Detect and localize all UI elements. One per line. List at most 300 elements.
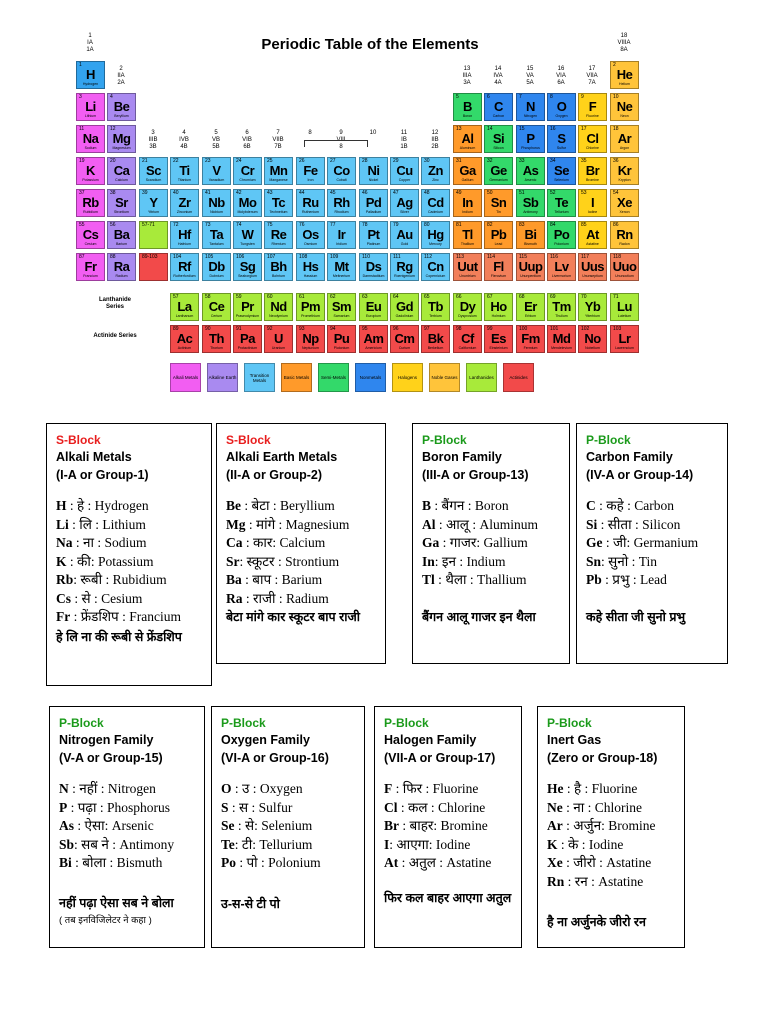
- atomic-number: 66: [456, 294, 462, 300]
- element-symbol: Cm: [394, 331, 415, 346]
- atomic-number: 86: [613, 222, 619, 228]
- element-symbol: Zr: [178, 195, 191, 210]
- element-entry: [221, 854, 321, 873]
- atomic-number: 117: [581, 254, 589, 260]
- element-cell: [453, 325, 482, 353]
- element-symbol: Ir: [337, 227, 346, 242]
- atomic-number: 87: [79, 254, 85, 260]
- group-label: 6 VIB 6B: [242, 130, 252, 150]
- element-entry: [547, 799, 655, 818]
- element-cell: [359, 157, 388, 185]
- element-symbol: Cd: [427, 195, 444, 210]
- element-symbol: Ga: [459, 163, 476, 178]
- element-name: Berkelium: [427, 346, 444, 350]
- element-symbol: Hs: [302, 259, 319, 274]
- atomic-number: 89: [173, 326, 179, 332]
- element-symbol: Fl: [493, 259, 504, 274]
- element-symbol: Ta: [209, 227, 224, 242]
- element-entry: [422, 534, 538, 553]
- element-entry: [56, 590, 181, 609]
- atomic-number: 60: [267, 294, 273, 300]
- group-viii-bracket: [304, 140, 368, 147]
- element-cell: [139, 221, 168, 249]
- family-name: Carbon Family: [586, 450, 673, 464]
- atomic-number: 116: [550, 254, 558, 260]
- block-label: S-Block: [56, 433, 101, 447]
- legend-item: Transition Metals: [244, 363, 275, 392]
- element-cell: [547, 253, 576, 281]
- atomic-number: 74: [236, 222, 242, 228]
- family-name: Alkali Earth Metals: [226, 450, 338, 464]
- element-cell: [484, 325, 513, 353]
- element-symbol: Si: [586, 516, 598, 532]
- element-cell: [484, 221, 513, 249]
- mnemonic-sentence: उ-स-से टी पो: [221, 897, 280, 911]
- atomic-number: 72: [173, 222, 179, 228]
- atomic-number: 79: [393, 222, 399, 228]
- element-name: Gallium: [461, 178, 474, 182]
- element-cell: [421, 253, 450, 281]
- element-name: Gadolinium: [395, 314, 414, 318]
- element-cell: [421, 189, 450, 217]
- element-mnemonic-and-name: : टी: Tellurium: [234, 836, 313, 852]
- element-cell: [170, 293, 199, 321]
- element-cell: [202, 189, 231, 217]
- element-cell: [610, 93, 639, 121]
- element-symbol: As: [522, 163, 539, 178]
- atomic-number: 73: [205, 222, 211, 228]
- atomic-number: 59: [236, 294, 242, 300]
- element-mnemonic-and-name: : सुनो : Tin: [601, 553, 658, 569]
- atomic-number: 92: [267, 326, 273, 332]
- element-name: Lanthanum: [175, 314, 194, 318]
- element-symbol: Mn: [269, 163, 288, 178]
- element-cell: [202, 293, 231, 321]
- family-name: Halogen Family: [384, 733, 477, 747]
- element-name: Praseodymium: [235, 314, 260, 318]
- atomic-number: 53: [581, 190, 587, 196]
- element-symbol: No: [584, 331, 601, 346]
- element-symbol: Sb: [522, 195, 539, 210]
- element-entry: [221, 836, 321, 855]
- element-cell: [359, 325, 388, 353]
- element-name: Chromium: [239, 178, 256, 182]
- element-mnemonic-and-name: : बाप : Barium: [241, 572, 323, 587]
- atomic-number: 107: [267, 254, 276, 260]
- element-name: Promethium: [301, 314, 320, 318]
- family-name: Inert Gas: [547, 733, 602, 747]
- element-symbol: Pr: [241, 299, 254, 314]
- element-cell: [327, 253, 356, 281]
- element-symbol: Be: [113, 99, 130, 114]
- atomic-number: 12: [110, 126, 116, 132]
- element-cell: [76, 221, 105, 249]
- element-symbol: Ge: [490, 163, 507, 178]
- element-mnemonic-and-name: : अर्जुन: Bromine: [562, 818, 656, 833]
- atomic-number: 45: [330, 190, 336, 196]
- element-symbol: Pa: [240, 331, 255, 346]
- element-symbol: Cs: [56, 590, 72, 606]
- atomic-number: 3: [79, 94, 82, 100]
- element-symbol: Uus: [580, 259, 605, 274]
- element-name: Zirconium: [176, 210, 193, 214]
- family-name: Nitrogen Family: [59, 733, 154, 747]
- element-name: Polonium: [554, 242, 569, 246]
- element-symbol: Sg: [239, 259, 256, 274]
- element-symbol: Ti: [179, 163, 190, 178]
- element-name: Yttrium: [147, 210, 160, 214]
- element-cell: [202, 325, 231, 353]
- element-symbol: Mg: [226, 516, 246, 532]
- group-label: 7 VIIB 7B: [272, 130, 284, 150]
- legend-item: Noble Gases: [429, 363, 460, 392]
- element-symbol: Tb: [428, 299, 443, 314]
- element-symbol: Cl: [384, 799, 398, 815]
- element-symbol: Yb: [584, 299, 601, 314]
- element-symbol: Te: [221, 836, 235, 852]
- family-group: (I-A or Group-1): [56, 468, 149, 482]
- atomic-number: 94: [330, 326, 336, 332]
- element-entry: [422, 516, 538, 535]
- element-name: Astatine: [586, 242, 599, 246]
- element-symbol: Uup: [518, 259, 543, 274]
- element-name: Silver: [400, 210, 409, 214]
- element-symbol: Tl: [422, 572, 435, 587]
- element-symbol: S: [557, 131, 566, 146]
- element-name: Radon: [619, 242, 630, 246]
- element-symbol: Ar: [617, 131, 632, 146]
- element-cell: [264, 325, 293, 353]
- element-name: Phosphorus: [521, 146, 540, 150]
- element-name: Darmstadtium: [362, 274, 385, 278]
- element-name: Flerovium: [490, 274, 507, 278]
- element-symbol: K: [547, 836, 558, 852]
- element-entry: [226, 534, 349, 553]
- element-cell: [170, 253, 199, 281]
- element-entry: [586, 516, 698, 535]
- element-symbol: Se: [554, 163, 569, 178]
- element-symbol: Br: [585, 163, 600, 178]
- atomic-number: 62: [330, 294, 336, 300]
- element-symbol: Fm: [521, 331, 540, 346]
- element-entry: [547, 854, 655, 873]
- element-symbol: I: [590, 195, 595, 210]
- element-entry: [56, 608, 181, 627]
- element-mnemonic-and-name: : सब ने : Antimony: [74, 836, 175, 852]
- element-name: Cobalt: [336, 178, 347, 182]
- element-name: Radium: [115, 274, 128, 278]
- element-cell: [453, 293, 482, 321]
- element-symbol: Rn: [547, 873, 565, 889]
- atomic-number: 20: [110, 158, 116, 164]
- element-mnemonic-and-name: : कल : Chlorine: [397, 799, 486, 815]
- atomic-number: 22: [173, 158, 179, 164]
- atomic-number: 26: [299, 158, 305, 164]
- element-cell: [202, 253, 231, 281]
- atomic-number: 18: [613, 126, 619, 132]
- atomic-number: 63: [362, 294, 368, 300]
- element-symbol: As: [59, 818, 75, 833]
- element-name: Tungsten: [240, 242, 255, 246]
- element-entry: [221, 799, 321, 818]
- element-name: Dubnium: [209, 274, 224, 278]
- element-name: Osmium: [303, 242, 318, 246]
- element-name: Terbium: [429, 314, 442, 318]
- element-cell: [547, 93, 576, 121]
- legend-item: Semi-Metals: [318, 363, 349, 392]
- element-name: Fluorine: [586, 114, 599, 118]
- element-cell: [421, 325, 450, 353]
- element-cell: [233, 189, 262, 217]
- element-name: Arsenic: [524, 178, 537, 182]
- element-cell: [233, 253, 262, 281]
- element-name: Gold: [400, 242, 409, 246]
- element-name: Europium: [366, 314, 381, 318]
- element-symbol: Cs: [82, 227, 99, 242]
- atomic-number: 5: [456, 94, 459, 100]
- atomic-number: 104: [173, 254, 182, 260]
- atomic-number: 44: [299, 190, 305, 196]
- atomic-number: 67: [487, 294, 493, 300]
- atomic-number: 27: [330, 158, 336, 164]
- mnemonic-sentence: नहीं पढ़ा ऐसा सब ने बोला: [59, 896, 174, 910]
- element-symbol: Cu: [396, 163, 413, 178]
- atomic-number: 75: [267, 222, 273, 228]
- element-name: Scandium: [145, 178, 162, 182]
- element-symbol: Y: [149, 195, 158, 210]
- element-cell: [296, 325, 325, 353]
- element-name: Neptunium: [302, 346, 319, 350]
- atomic-number: 55: [79, 222, 85, 228]
- element-cell: [484, 157, 513, 185]
- element-entry: [586, 497, 698, 516]
- element-mnemonic-and-name: : से : Cesium: [71, 590, 143, 606]
- element-symbol: N: [526, 99, 535, 114]
- group-label: 10: [369, 130, 377, 136]
- element-cell: [390, 189, 419, 217]
- element-name: Ununoctium: [615, 274, 634, 278]
- atomic-number: 118: [613, 254, 621, 260]
- element-symbol: Ba: [113, 227, 130, 242]
- atomic-number: 46: [362, 190, 368, 196]
- element-entry: [226, 497, 349, 516]
- element-symbol: Md: [552, 331, 571, 346]
- element-cell: [390, 157, 419, 185]
- element-symbol: Li: [85, 99, 96, 114]
- family-card: [216, 423, 386, 664]
- atomic-number: 47: [393, 190, 399, 196]
- atomic-number: 23: [205, 158, 211, 164]
- element-entry: [384, 780, 491, 799]
- element-symbol: Bi: [524, 227, 537, 242]
- element-symbol: Cn: [427, 259, 444, 274]
- element-mnemonic-and-name: : बैंगन : Boron: [431, 498, 509, 513]
- element-entry: [226, 516, 349, 535]
- element-symbol: Rg: [396, 259, 413, 274]
- atomic-number: 34: [550, 158, 556, 164]
- element-cell: [233, 157, 262, 185]
- element-cell: [107, 253, 136, 281]
- atomic-number: 58: [205, 294, 211, 300]
- atomic-number: 113: [456, 254, 464, 260]
- atomic-number: 108: [299, 254, 308, 260]
- element-symbol: C: [586, 498, 596, 513]
- element-symbol: Db: [208, 259, 225, 274]
- element-entry: [226, 571, 349, 590]
- element-name: Sodium: [84, 146, 97, 150]
- element-mnemonic-and-name: : पढ़ा : Phosphorus: [67, 799, 171, 815]
- element-cell: [547, 157, 576, 185]
- element-symbol: Xe: [547, 855, 563, 870]
- atomic-number: 57-71: [142, 222, 155, 228]
- family-name: Alkali Metals: [56, 450, 132, 464]
- element-name: Iron: [307, 178, 314, 182]
- element-entry: [422, 571, 538, 590]
- element-name: Lutetium: [617, 314, 632, 318]
- element-symbol: K: [86, 163, 95, 178]
- group-label: 18 VIIIA 8A: [617, 33, 631, 53]
- atomic-number: 70: [581, 294, 587, 300]
- element-symbol: Tl: [462, 227, 473, 242]
- atomic-number: 4: [110, 94, 113, 100]
- block-label: P-Block: [422, 433, 467, 447]
- element-cell: [578, 253, 607, 281]
- element-name: Thulium: [555, 314, 568, 318]
- atomic-number: 49: [456, 190, 462, 196]
- element-name: Potassium: [82, 178, 99, 182]
- element-entry: [59, 817, 174, 836]
- element-name: Erbium: [524, 314, 537, 318]
- atomic-number: 85: [581, 222, 587, 228]
- family-name: Boron Family: [422, 450, 502, 464]
- element-cell: [170, 189, 199, 217]
- family-name: Oxygen Family: [221, 733, 310, 747]
- atomic-number: 81: [456, 222, 462, 228]
- element-symbol: Pb: [586, 572, 602, 587]
- element-cell: [233, 325, 262, 353]
- element-symbol: Po: [553, 227, 570, 242]
- family-card: [576, 423, 728, 664]
- atomic-number: 35: [581, 158, 587, 164]
- atomic-number: 90: [205, 326, 211, 332]
- element-symbol: Ni: [367, 163, 380, 178]
- mnemonic-sentence: बेटा मांगे कार स्कूटर बाप राजी: [226, 610, 360, 624]
- element-cell: [327, 325, 356, 353]
- element-symbol: Ho: [490, 299, 507, 314]
- element-entry: [56, 571, 181, 590]
- mnemonic-sentence: हे लि ना की रूबी से फ्रेंडशिप: [56, 630, 182, 644]
- element-cell: [421, 221, 450, 249]
- element-cell: [421, 157, 450, 185]
- block-label: P-Block: [384, 716, 429, 730]
- atomic-number: 41: [205, 190, 211, 196]
- element-symbol: Pd: [365, 195, 382, 210]
- atomic-number: 106: [236, 254, 245, 260]
- element-mnemonic-and-name: : उ : Oxygen: [231, 781, 303, 796]
- atomic-number: 101: [550, 326, 559, 332]
- atomic-number: 14: [487, 126, 493, 132]
- atomic-number: 31: [456, 158, 462, 164]
- atomic-number: 54: [613, 190, 619, 196]
- element-symbol: Np: [302, 331, 319, 346]
- element-name: Argon: [619, 146, 630, 150]
- atomic-number: 89-103: [142, 254, 158, 260]
- element-symbol: Ce: [208, 299, 225, 314]
- block-label: P-Block: [59, 716, 104, 730]
- element-symbol: Uuo: [612, 259, 637, 274]
- element-cell: [547, 125, 576, 153]
- element-symbol: Sm: [331, 299, 352, 314]
- element-symbol: Rf: [178, 259, 191, 274]
- element-symbol: Pb: [490, 227, 507, 242]
- element-symbol: Ga: [422, 535, 440, 550]
- element-symbol: Re: [270, 227, 287, 242]
- atomic-number: 100: [519, 326, 528, 332]
- atomic-number: 52: [550, 190, 556, 196]
- element-cell: [327, 157, 356, 185]
- element-symbol: O: [221, 781, 232, 796]
- element-symbol: B: [463, 99, 472, 114]
- family-group: (VI-A or Group-16): [221, 751, 329, 765]
- element-symbol: I: [384, 836, 390, 852]
- atomic-number: 9: [581, 94, 584, 100]
- element-symbol: Pm: [300, 299, 321, 314]
- element-entry: [226, 553, 349, 572]
- element-symbol: Mo: [238, 195, 257, 210]
- element-cell: [170, 157, 199, 185]
- atomic-number: 13: [456, 126, 462, 132]
- element-list: [221, 780, 321, 873]
- atomic-number: 38: [110, 190, 116, 196]
- element-cell: [139, 253, 168, 281]
- legend-item: Halogens: [392, 363, 423, 392]
- element-entry: [384, 854, 491, 873]
- atomic-number: 36: [613, 158, 619, 164]
- element-cell: [107, 221, 136, 249]
- element-cell: [453, 93, 482, 121]
- atomic-number: 15: [519, 126, 525, 132]
- element-name: Molybdenum: [237, 210, 258, 214]
- element-symbol: Ca: [113, 163, 130, 178]
- element-cell: [202, 221, 231, 249]
- element-name: Bromine: [585, 178, 600, 182]
- element-cell: [484, 293, 513, 321]
- element-cell: [202, 157, 231, 185]
- element-mnemonic-and-name: : मांगे : Magnesium: [245, 516, 350, 532]
- element-cell: [390, 293, 419, 321]
- element-name: Ununpentium: [520, 274, 541, 278]
- element-entry: [586, 534, 698, 553]
- element-symbol: B: [422, 498, 432, 513]
- element-mnemonic-and-name: : की: Potassium: [66, 553, 154, 569]
- element-symbol: Nd: [270, 299, 287, 314]
- element-mnemonic-and-name: : ऐसा: Arsenic: [74, 818, 154, 833]
- element-symbol: Hf: [178, 227, 191, 242]
- element-symbol: H: [56, 498, 67, 513]
- element-symbol: Nb: [208, 195, 225, 210]
- family-group: (II-A or Group-2): [226, 468, 323, 482]
- element-mnemonic-and-name: : कार: Calcium: [242, 535, 326, 550]
- element-symbol: Al: [461, 131, 474, 146]
- element-name: Thorium: [210, 346, 223, 350]
- element-cell: [516, 93, 545, 121]
- element-entry: [384, 836, 491, 855]
- element-symbol: Rh: [333, 195, 350, 210]
- element-cell: [264, 221, 293, 249]
- atomic-number: 21: [142, 158, 148, 164]
- element-cell: [547, 325, 576, 353]
- element-cell: [578, 189, 607, 217]
